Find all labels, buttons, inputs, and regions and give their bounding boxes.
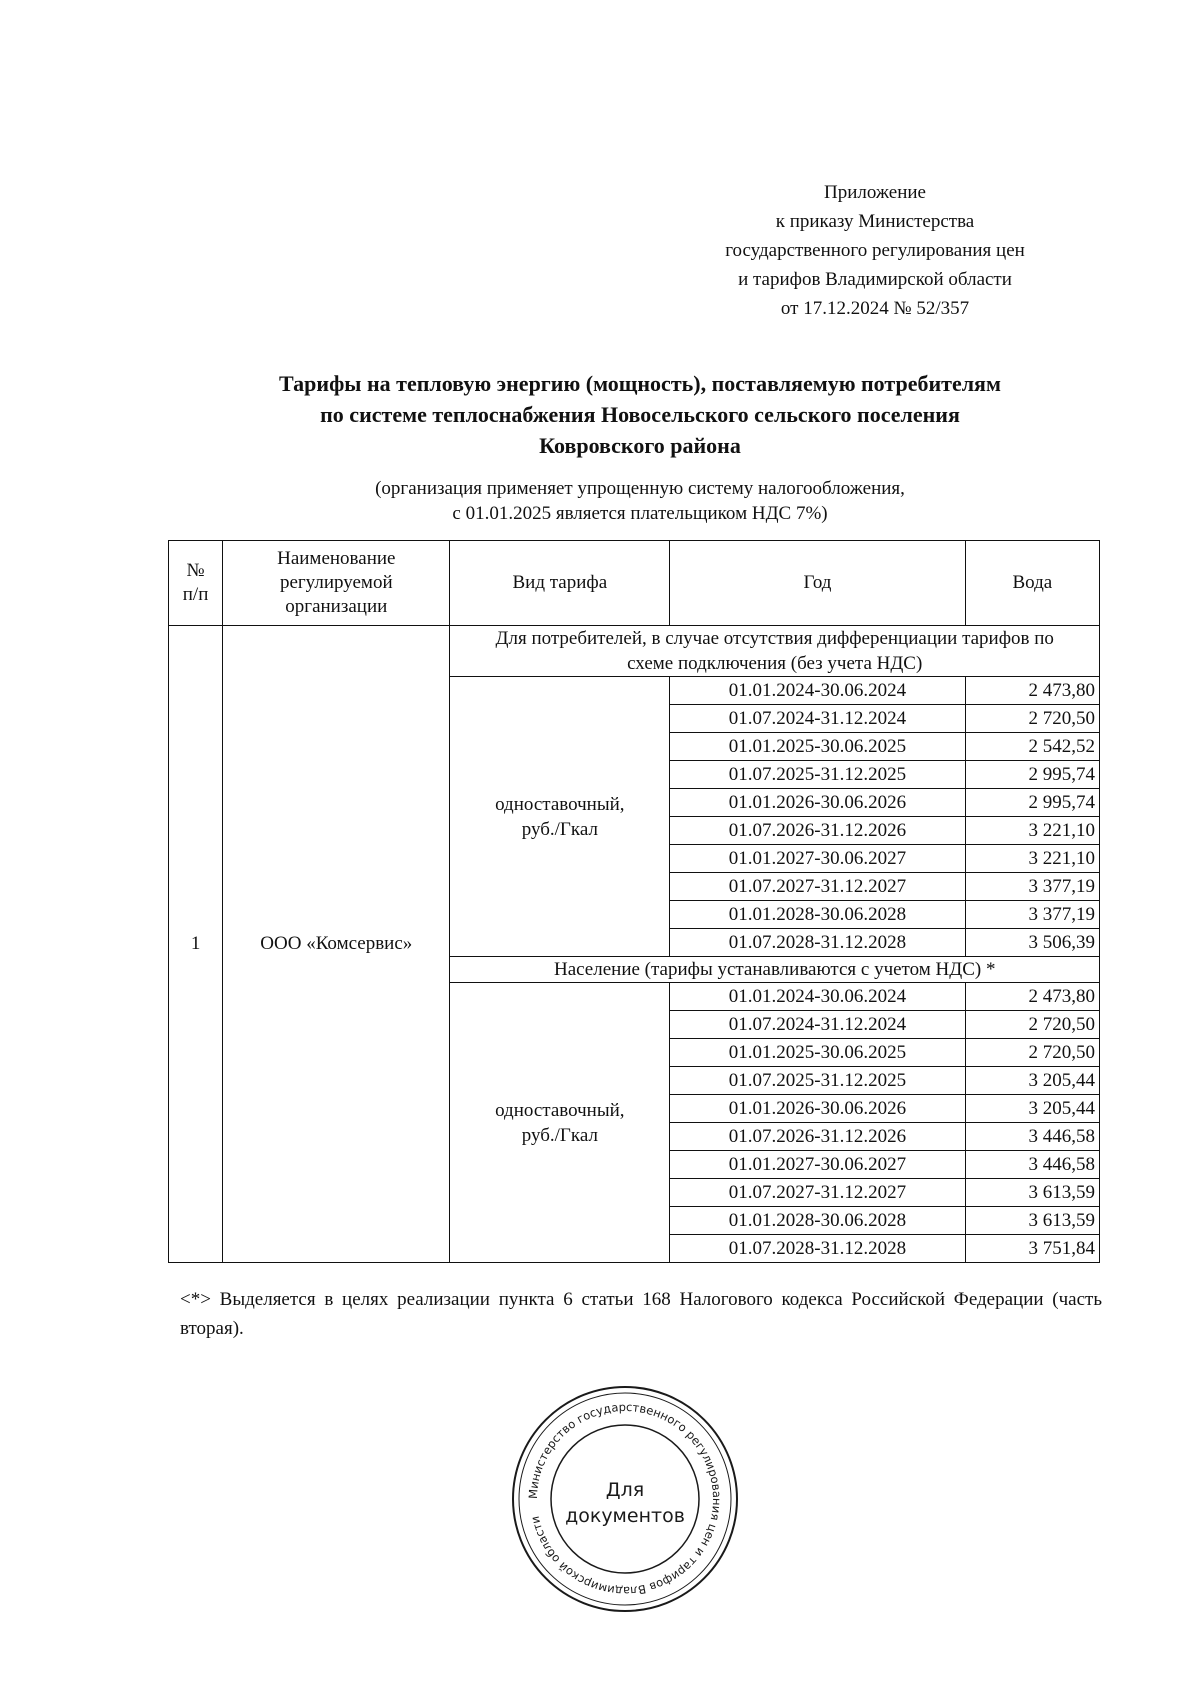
value-cell: 2 720,50 <box>965 1011 1099 1039</box>
official-stamp <box>510 1384 740 1614</box>
header-org <box>223 541 450 626</box>
stamp-center-line: документов <box>565 1505 685 1527</box>
value-cell: 2 720,50 <box>965 705 1099 733</box>
appendix-line: и тарифов Владимирской области <box>738 269 1012 290</box>
value-cell: 2 473,80 <box>965 677 1099 705</box>
value-cell: 3 377,19 <box>965 873 1099 901</box>
value-cell: 3 446,58 <box>965 1123 1099 1151</box>
tariff-type-unit: руб./Гкал <box>521 818 598 840</box>
subtitle-line: с 01.01.2025 является плательщиком НДС 7%) <box>452 503 828 524</box>
period-cell: 01.01.2025-30.06.2025 <box>670 733 966 761</box>
document-subtitle <box>180 476 1100 526</box>
value-cell: 2 473,80 <box>965 983 1099 1011</box>
period-cell: 01.01.2026-30.06.2026 <box>670 1095 966 1123</box>
tariff-type <box>450 983 670 1263</box>
header-num-line: № <box>186 560 205 581</box>
title-line: по системе теплоснабжения Новосельского сельского поселения <box>320 402 960 427</box>
period-cell: 01.07.2027-31.12.2027 <box>670 873 966 901</box>
value-cell: 3 751,84 <box>965 1235 1099 1263</box>
period-cell: 01.07.2028-31.12.2028 <box>670 1235 966 1263</box>
value-cell: 2 995,74 <box>965 789 1099 817</box>
stamp-icon <box>510 1384 740 1614</box>
tariff-type-unit: руб./Гкал <box>521 1124 598 1146</box>
section-title <box>450 957 1100 983</box>
tariff-type <box>450 677 670 957</box>
header-water: Вода <box>965 541 1099 626</box>
section-title-line: Население (тарифы устанавливаются с учетом НДС) * <box>553 959 996 980</box>
value-cell: 3 613,59 <box>965 1179 1099 1207</box>
period-cell: 01.07.2024-31.12.2024 <box>670 705 966 733</box>
organization-name: ООО «Комсервис» <box>223 626 450 1263</box>
value-cell: 2 542,52 <box>965 733 1099 761</box>
title-line: Ковровского района <box>539 433 741 458</box>
stamp-center-line: Для <box>605 1479 645 1501</box>
stamp-ring-text: Министерство государственного регулирования цен и тарифов Владимирской области <box>525 1399 725 1599</box>
section-title-line: Для потребителей, в случае отсутствия дифференциации тарифов по <box>495 628 1054 649</box>
appendix-header <box>680 178 1070 323</box>
period-cell: 01.01.2024-30.06.2024 <box>670 983 966 1011</box>
header-org-line: организации <box>285 596 388 617</box>
value-cell: 3 446,58 <box>965 1151 1099 1179</box>
period-cell: 01.07.2026-31.12.2026 <box>670 1123 966 1151</box>
period-cell: 01.07.2026-31.12.2026 <box>670 817 966 845</box>
period-cell: 01.01.2027-30.06.2027 <box>670 1151 966 1179</box>
value-cell: 3 613,59 <box>965 1207 1099 1235</box>
period-cell: 01.01.2027-30.06.2027 <box>670 845 966 873</box>
period-cell: 01.07.2024-31.12.2024 <box>670 1011 966 1039</box>
title-line: Тарифы на тепловую энергию (мощность), поставляемую потребителям <box>279 371 1001 396</box>
value-cell: 3 205,44 <box>965 1095 1099 1123</box>
section-title-line: схеме подключения (без учета НДС) <box>627 653 923 674</box>
period-cell: 01.01.2025-30.06.2025 <box>670 1039 966 1067</box>
period-cell: 01.01.2028-30.06.2028 <box>670 901 966 929</box>
table-header-row <box>169 541 1100 626</box>
appendix-line: государственного регулирования цен <box>725 240 1025 261</box>
header-year: Год <box>670 541 966 626</box>
period-cell: 01.07.2025-31.12.2025 <box>670 1067 966 1095</box>
period-cell: 01.07.2027-31.12.2027 <box>670 1179 966 1207</box>
value-cell: 3 377,19 <box>965 901 1099 929</box>
value-cell: 3 506,39 <box>965 929 1099 957</box>
value-cell: 3 221,10 <box>965 817 1099 845</box>
header-org-line: Наименование <box>277 548 396 569</box>
subtitle-line: (организация применяет упрощенную систему налогообложения, <box>375 478 905 499</box>
header-num-line: п/п <box>182 584 209 605</box>
document-title <box>180 368 1100 461</box>
header-tariff-type: Вид тарифа <box>450 541 670 626</box>
value-cell: 3 221,10 <box>965 845 1099 873</box>
period-cell: 01.07.2028-31.12.2028 <box>670 929 966 957</box>
header-num <box>169 541 223 626</box>
header-org-line: регулируемой <box>279 572 393 593</box>
period-cell: 01.01.2026-30.06.2026 <box>670 789 966 817</box>
appendix-line: Приложение <box>824 182 926 203</box>
value-cell: 2 720,50 <box>965 1039 1099 1067</box>
table-row <box>169 626 1100 677</box>
period-cell: 01.01.2024-30.06.2024 <box>670 677 966 705</box>
value-cell: 2 995,74 <box>965 761 1099 789</box>
appendix-line: к приказу Министерства <box>775 211 975 232</box>
period-cell: 01.01.2028-30.06.2028 <box>670 1207 966 1235</box>
period-cell: 01.07.2025-31.12.2025 <box>670 761 966 789</box>
row-number: 1 <box>169 626 223 1263</box>
tariff-type-line: одноставочный, <box>495 793 625 815</box>
appendix-order-line: от 17.12.2024 № 52/357 <box>780 298 970 319</box>
footnote: <*> Выделяется в целях реализации пункта 6 статьи 168 Налогового кодекса Российской Федерации (часть вторая). <box>180 1289 1102 1339</box>
section-title <box>450 626 1100 677</box>
value-cell: 3 205,44 <box>965 1067 1099 1095</box>
tariff-table <box>168 540 1100 1263</box>
tariff-type-line: одноставочный, <box>495 1099 625 1121</box>
